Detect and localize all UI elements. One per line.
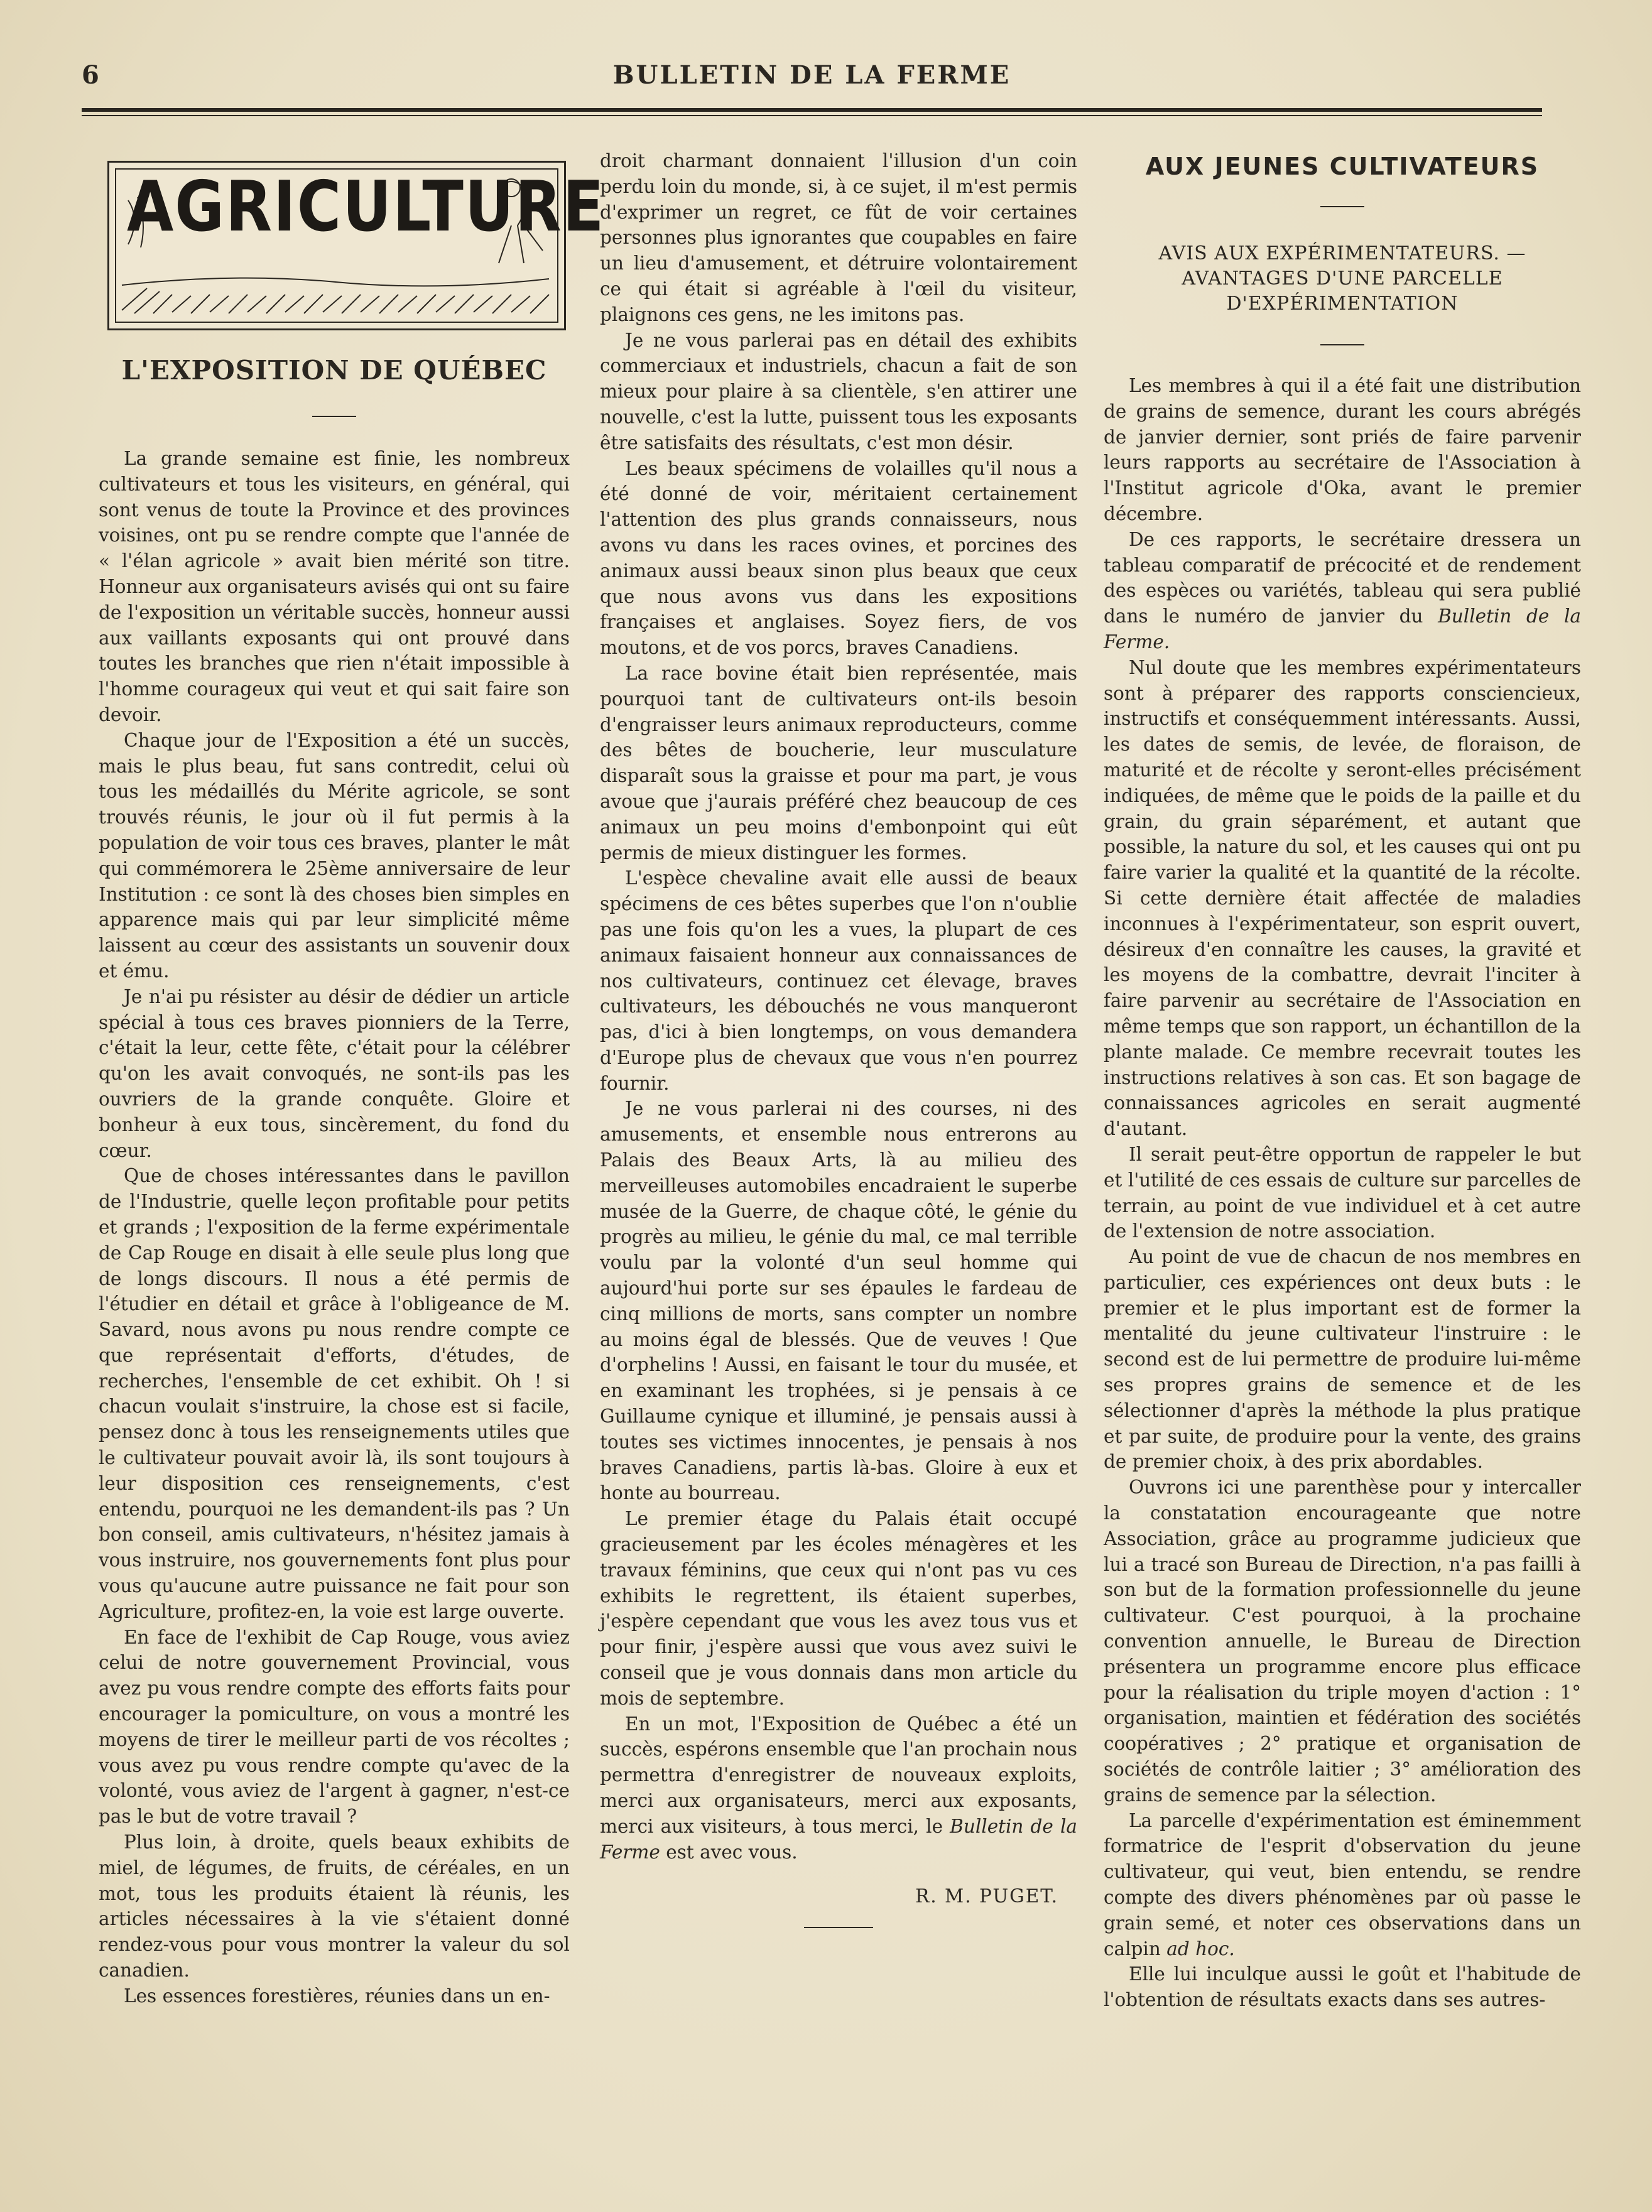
paragraph xyxy=(1104,527,1581,655)
running-title: BULLETIN DE LA FERME xyxy=(612,60,1011,90)
closing-tail: est avec vous. xyxy=(660,1841,798,1863)
logo-text: AGRICULTURE xyxy=(127,166,606,247)
italic-text: ad hoc. xyxy=(1166,1938,1235,1960)
paragraph: Je ne vous parlerai pas en détail des exhibits commerciaux et industriels, chacun a fait de son mieux pour plaire à sa clientèle, s'en attirer une nouvelle, c'est la lutte, puissent tous les exposants être satisfaits des résultats, c'est mon désir. xyxy=(600,329,1077,453)
paragraph: droit charmant donnaient l'illusion d'un coin perdu loin du monde, si, à ce sujet, il m'est permis d'exprimer un regret, ce fût de voir certaines personnes plus ignorantes que coupables en faire un lieu d'amusement, et détruire volontairement ce qui était si agréable à l'œil du visiteur, plaignons ces gens, ne les imitons pas. xyxy=(600,150,1077,325)
closing-text: En un mot, l'Exposition de Québec a été un succès, espérons ensemble que l'an prochain nous permettra d'enregistrer de nouveaux exploits, merci aux organisateurs, merci aux exposants, merci aux visiteurs, à tous merci, le xyxy=(600,1713,1077,1837)
paragraph: Que de choses intéressantes dans le pavillon de l'Industrie, quelle leçon profitable pour petits et grands ; l'exposition de la ferme expérimentale de Cap Rouge en disait à elle seule plus long que de longs discours. Il nous a été permis de l'étudier en détail et grâce à l'obligeance de M. Savard, nous avons pu nous rendre compte ce que représentait d'efforts, d'études, de recherches, l'ensemble de cet exhibit. Oh ! si chacun voulait s'instruire, la chose est si facile, pensez donc à tous les renseignements utiles que le cultivateur pouvait avoir là, ils sont toujours à leur disposition ces renseignements, c'est entendu, pourquoi ne les demandent-ils pas ? Un bon conseil, amis cultivateurs, n'hésitez jamais à vous instruire, nos gouvernements font plus pour vous qu'aucune autre puissance ne fait pour son Agriculture, profitez-en, la voie est large ouverte. xyxy=(99,1165,570,1622)
closing-italic: Bulletin de la Ferme xyxy=(600,1815,1078,1863)
paragraph: Nul doute que les membres expérimentateurs sont à préparer des rapports consciencieux, instructifs et conséquemment intéressants. Aussi, les dates de semis, de levée, de floraison, de maturité et de récolte y seront-elles précisément indiquées, de même que le poids de la paille et du grain, du grain séparément, et autant que possible, la nature du sol, et les causes qui ont pu faire varier la qualité et la quantité de la récolte. Si cette dernière était affectée de maladies inconnues à l'expérimentateur, son esprit ouvert, désireux d'en connaître les causes, la gravité et les moyens de la combattre, devrait l'inciter à faire parvenir au secrétaire de l'Association en même temps que son rapport, un échantillon de la plante malade. Ce membre recevrait toutes les instructions relatives à son cas. Et son bagage de connaissances agricoles en serait augmenté d'autant. xyxy=(1104,656,1581,1140)
paragraph: Elle lui inculque aussi le goût et l'habitude de l'obtention de résultats exacts dans ses autres- xyxy=(1104,1963,1581,2011)
page-number: 6 xyxy=(82,60,99,90)
title-rule xyxy=(312,416,356,417)
section-title: AUX JEUNES CULTIVATEURS xyxy=(1145,153,1540,180)
paragraph: L'espèce chevaline avait elle aussi de beaux spécimens de ces bêtes superbes que l'on n'oublie pas une fois qu'on les a vues, la plupart de ces animaux faisaient honneur aux connaissances de nos cultivateurs, continuez cet élevage, braves cultivateurs, les débouchés ne vous manqueront pas, d'ici à bien longtemps, on vous demandera d'Europe plus de chevaux que vous n'en pourrez fournir. xyxy=(600,867,1077,1094)
paragraph: Au point de vue de chacun de nos membres en particulier, ces expériences ont deux buts : le premier et le plus important est de former la mentalité du jeune cultivateur l'instruire : le second est de lui permettre de produire lui-même ses propres grains de semence et de les sélectionner d'après la méthode la plus pratique et par suite, de produire pour la vente, des grains de premier choix, à des prix abordables. xyxy=(1104,1246,1581,1473)
header-rule-thin xyxy=(82,115,1542,116)
paragraph: Je ne vous parlerai ni des courses, ni des amusements, et ensemble nous entrerons au Palais des Beaux Arts, là au milieu des merveilleuses automobiles encadraient le superbe musée de la Guerre, de chaque côté, le génie du progrès au milieu, le génie du mal, ce mal terrible voulu par la volonté d'un seul homme qui aujourd'hui porte sur ses épaules le fardeau de cinq millions de morts, sans compter un nombre au moins égal de blessés. Que de veuves ! Que d'orphelins ! Aussi, en faisant le tour du musée, et en examinant les trophées, si je pensais à ce Guillaume cynique et illuminé, je pensais aussi à toutes ses victimes innocentes, je pensais à nos braves Canadiens, partis là-bas. Gloire à eux et honte au bourreau. xyxy=(600,1098,1077,1504)
paragraph xyxy=(1104,1808,1581,1962)
closing-paragraph xyxy=(600,1711,1077,1865)
article-title: L'EXPOSITION DE QUÉBEC xyxy=(121,355,547,386)
paragraph: Je n'ai pu résister au désir de dédier un article spécial à tous ces braves pionniers de la Terre, c'était la leur, cette fête, c'était pour la célébrer qu'on les avait convoqués, ne sont-ils pas les ouvriers de la grande conquête. Gloire et bonheur à eux tous, sincèrement, du fond du cœur. xyxy=(99,985,570,1161)
paragraph: La grande semaine est finie, les nombreux cultivateurs et tous les visiteurs, en général, qui sont venus de toute la Province et des provinces voisines, ont pu se rendre compte que l'année de « l'élan agricole » avait bien mérité son titre. Honneur aux organisateurs avisés qui ont su faire de l'exposition un véritable succès, honneur aussi aux vaillants exposants qui ont prouvé dans toutes les branches que rien n'était impossible à l'homme courageux qui veut et qui sait faire son devoir. xyxy=(99,448,570,725)
paragraph: En face de l'exhibit de Cap Rouge, vous aviez celui de notre gouvernement Provincial, vous avez pu vous rendre compte des efforts faits pour encourager la pomiculture, on vous a montré les moyens de tirer le meilleur parti de vos récoltes ; vous avez pu vous rendre compte qu'avec de la volonté, vous aviez de l'argent à gagner, n'est-ce pas le but de votre travail ? xyxy=(99,1626,570,1828)
column-2 xyxy=(600,148,1077,1928)
header-rule-thick xyxy=(82,108,1542,112)
paragraph: Les beaux spécimens de volailles qu'il nous a été donné de voir, méritaient certainement l'attention des plus grands connaisseurs, nous avons vu dans les races ovines, et porcines des animaux aussi beaux sinon plus beaux que ceux que nous avons vus dans les expositions françaises et anglaises. Soyez fiers, de vos moutons, et de vos porcs, braves Canadiens. xyxy=(600,457,1077,659)
paragraph-text: La parcelle d'expérimentation est éminemment formatrice de l'esprit d'observation du jeune cultivateur, qui veut, bien entendu, se rendre compte des divers phénomènes par où passe le grain semé, et noter ces observations dans un calpin xyxy=(1104,1809,1581,1960)
subtitle-line: AVIS AUX EXPÉRIMENTATEURS. — xyxy=(1158,242,1526,264)
paragraph: Chaque jour de l'Exposition a été un succès, mais le plus beau, fut sans contredit, celui où tous les médaillés du Mérite agricole, se sont trouvés réunis, le jour où il fut permis à la population de voir tous ces braves, planter le mât qui commémorera le 25ème anniversaire de leur Institution : ce sont là des choses bien simples en apparence mais qui par leur simplicité même laissent au cœur des assistants un souvenir doux et ému. xyxy=(99,729,570,982)
paragraph-text: De ces rapports, le secrétaire dressera un tableau comparatif de précocité et de rendement des espèces ou variétés, tableau qui sera publié dans le numéro de janvier du xyxy=(1104,528,1581,627)
paragraph: Le premier étage du Palais était occupé gracieusement par les écoles ménagères et les travaux féminins, que ceux qui n'ont pas vu ces exhibits le regrettent, ils étaient superbes, j'espère cependant que vous les avez tous vus et pour finir, j'espère aussi que vous avez suivi le conseil que je vous donnais dans mon article du mois de septembre. xyxy=(600,1508,1077,1709)
paragraph: La race bovine était bien représentée, mais pourquoi tant de cultivateurs ont-ils besoin d'engraisser leurs animaux reproducteurs, comme des bêtes de boucherie, leur musculature disparaît sous la graisse et pour ma part, je vous avoue que j'aurais préféré chez beaucoup de ces animaux un peu moins d'embonpoint qui eût permis de mieux distinguer les formes. xyxy=(600,662,1077,864)
paragraph: Il serait peut-être opportun de rappeler le but et l'utilité de ces essais de culture sur parcelles de terrain, au point de vue individuel et à cet autre de l'extension de notre association. xyxy=(1104,1143,1581,1242)
paragraph: Plus loin, à droite, quels beaux exhibits de miel, de légumes, de fruits, de céréales, en un mot, tous les produits étaient là réunis, les articles nécessaires à la vie s'étaient donné rendez-vous pour vous montrer la valeur du sol canadien. xyxy=(99,1831,570,1982)
column-1 xyxy=(99,151,606,2009)
column-3 xyxy=(1104,151,1581,2013)
paragraph: Les essences forestières, réunies dans un en- xyxy=(124,1985,550,2007)
agriculture-logo xyxy=(107,161,606,330)
paragraph: Ouvrons ici une parenthèse pour y intercaller la constatation encourageante que notre Association, grâce au programme judicieux que lui a tracé son Bureau de Direction, n'a pas failli à son but de la formation professionnelle du jeune cultivateur. C'est pourquoi, à la prochaine convention annuelle, le Bureau de Direction présentera un programme encore plus efficace pour la réalisation du triple moyen d'action : 1° organisation, maintien et fédération des sociétés coopératives ; 2° pratique et organisation de sociétés de contrôle laitier ; 3° amélioration des grains de semence par la sélection. xyxy=(1104,1477,1581,1806)
paragraph: Les membres à qui il a été fait une distribution de grains de semence, durant les cours abrégés de janvier dernier, sont priés de faire parvenir leurs rapports au secrétaire de l'Association à l'Institut agricole d'Oka, avant le premier décembre. xyxy=(1104,375,1581,524)
subtitle-rule xyxy=(1320,344,1364,345)
end-rule xyxy=(804,1927,873,1928)
page-header xyxy=(82,58,1542,95)
author-signature: R. M. PUGET. xyxy=(915,1885,1058,1907)
italic-text: Bulletin de la Ferme. xyxy=(1104,605,1581,653)
subtitle-line: AVANTAGES D'UNE PARCELLE xyxy=(1182,268,1503,290)
subtitle-line: D'EXPÉRIMENTATION xyxy=(1226,293,1459,315)
title-rule xyxy=(1320,206,1364,207)
